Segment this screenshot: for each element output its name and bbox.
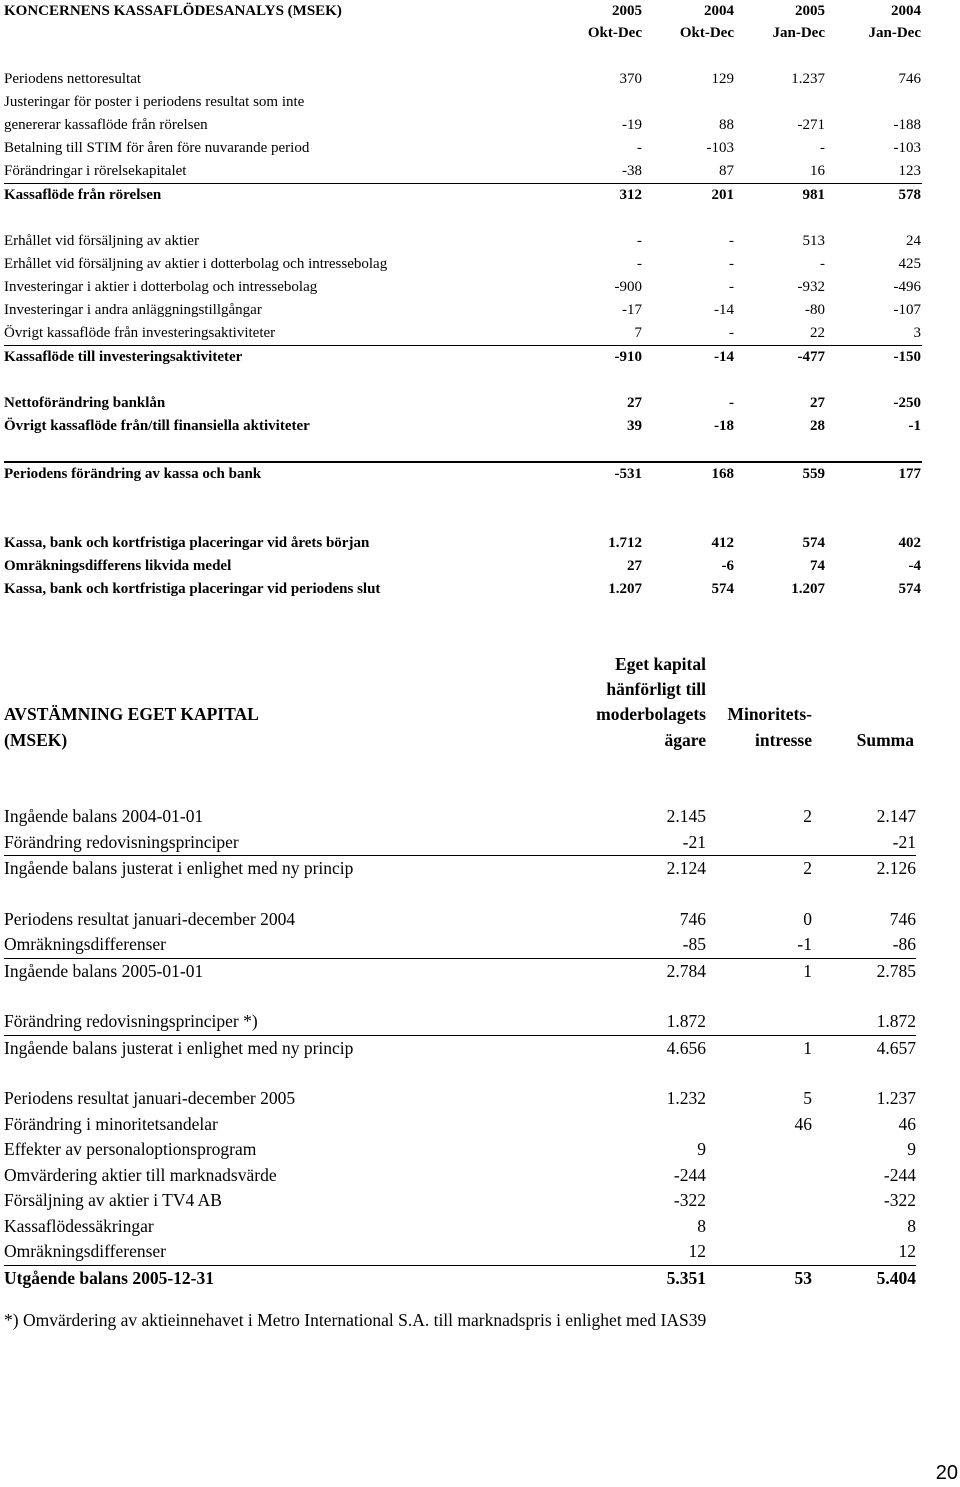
row-label: Kassaflöde till investeringsaktiviteter xyxy=(4,349,243,365)
row-label: Justeringar för poster i periodens resultat som inte xyxy=(4,94,305,110)
row-value: 27 xyxy=(810,395,825,411)
row-label: Förändring redovisningsprinciper *) xyxy=(4,1011,258,1031)
col-period: Okt-Dec xyxy=(587,25,642,41)
equity-col-owners: moderbolagets xyxy=(596,704,706,724)
cashflow-row xyxy=(4,184,922,207)
row-value: 1.207 xyxy=(608,581,642,597)
row-label: Kassaflödessäkringar xyxy=(4,1215,154,1236)
row-value: - xyxy=(729,325,734,341)
row-value: 9 xyxy=(697,1139,706,1159)
row-value: 3 xyxy=(913,325,921,341)
col-year: 2004 xyxy=(704,3,734,19)
row-value: 981 xyxy=(802,187,825,203)
row-value: 559 xyxy=(802,466,825,482)
row-label: Erhållet vid försäljning av aktier xyxy=(4,233,199,249)
row-value: 16 xyxy=(810,163,825,179)
equity-row xyxy=(4,830,916,857)
equity-title: AVSTÄMNING EGET KAPITAL xyxy=(4,704,259,724)
equity-row xyxy=(4,1214,916,1240)
equity-col-owners: hänförligt till xyxy=(606,679,706,699)
row-value: -21 xyxy=(892,831,916,852)
row-value: 1.872 xyxy=(666,1011,706,1031)
cashflow-row xyxy=(4,276,922,299)
row-value: -932 xyxy=(797,279,825,295)
page-number: 20 xyxy=(935,1462,958,1484)
row-value: 425 xyxy=(898,256,921,272)
equity-row xyxy=(4,1266,916,1292)
row-label: Förändringar i rörelsekapitalet xyxy=(4,163,187,179)
row-value: 2 xyxy=(803,858,812,878)
row-value: 574 xyxy=(898,581,921,597)
row-label: Periodens förändring av kassa och bank xyxy=(4,466,262,482)
row-value: 87 xyxy=(719,163,734,179)
row-value: 1 xyxy=(803,1037,812,1058)
row-value: -14 xyxy=(714,349,734,365)
row-value: -107 xyxy=(893,302,921,318)
row-label: genererar kassaflöde från rörelsen xyxy=(4,117,208,133)
equity-row xyxy=(4,1137,916,1163)
row-value: -271 xyxy=(797,117,825,133)
row-value: -250 xyxy=(893,395,921,411)
row-label: Utgående balans 2005-12-31 xyxy=(4,1267,215,1288)
cashflow-row xyxy=(4,114,922,137)
row-value: - xyxy=(729,256,734,272)
row-value: 5.404 xyxy=(876,1267,916,1288)
row-value: -322 xyxy=(883,1190,916,1210)
row-value: -188 xyxy=(893,117,921,133)
row-value: 88 xyxy=(719,117,734,133)
row-value: -322 xyxy=(673,1190,706,1210)
row-label: Periodens resultat januari-december 2004 xyxy=(4,908,296,929)
row-value: - xyxy=(729,233,734,249)
row-value: -21 xyxy=(682,831,706,852)
row-label: Förändring i minoritetsandelar xyxy=(4,1113,218,1134)
row-label: Övrigt kassaflöde från/till finansiella aktiviteter xyxy=(4,418,310,434)
cashflow-row xyxy=(4,160,922,184)
row-value: -19 xyxy=(622,117,642,133)
row-value: - xyxy=(637,233,642,249)
row-label: Övrigt kassaflöde från investeringsaktiviteter xyxy=(4,325,276,341)
equity-row xyxy=(4,1163,916,1189)
row-value: -1 xyxy=(797,934,812,954)
cashflow-row xyxy=(4,461,922,486)
footnote: *) Omvärdering av aktieinnehavet i Metro International S.A. till marknadspris i enlighet med IAS39 xyxy=(4,1310,707,1330)
row-value: 574 xyxy=(802,535,825,551)
row-value: -18 xyxy=(714,418,734,434)
row-value: -103 xyxy=(893,140,921,156)
row-value: -244 xyxy=(673,1164,706,1185)
row-label: Periodens resultat januari-december 2005 xyxy=(4,1088,296,1108)
row-value: - xyxy=(820,256,825,272)
row-value: 123 xyxy=(898,163,921,179)
row-value: 2.785 xyxy=(876,960,916,981)
row-value: -38 xyxy=(622,163,642,179)
row-label: Kassaflöde från rörelsen xyxy=(4,187,162,203)
row-label: Ingående balans justerat i enlighet med ny princip xyxy=(4,1037,354,1058)
equity-row xyxy=(4,907,916,933)
row-value: 574 xyxy=(711,581,734,597)
row-value: - xyxy=(729,395,734,411)
row-value: 746 xyxy=(898,71,921,87)
equity-row xyxy=(4,856,916,882)
cashflow-row xyxy=(4,299,922,322)
cashflow-row xyxy=(4,322,922,346)
equity-title-unit: (MSEK) xyxy=(4,730,68,750)
row-value: -244 xyxy=(883,1164,916,1185)
row-label: Omräkningsdifferens likvida medel xyxy=(4,558,232,574)
row-value: 22 xyxy=(810,325,825,341)
row-value: 12 xyxy=(688,1241,706,1261)
row-value: 402 xyxy=(898,535,921,551)
row-value: 370 xyxy=(619,71,642,87)
equity-col-minority: Minoritets- xyxy=(727,704,812,724)
row-label: Effekter av personaloptionsprogram xyxy=(4,1139,257,1159)
row-label: Investeringar i andra anläggningstillgångar xyxy=(4,302,262,318)
row-value: 177 xyxy=(898,466,921,482)
row-value: -477 xyxy=(797,349,825,365)
row-value: 2.145 xyxy=(666,806,706,826)
row-value: -910 xyxy=(614,349,642,365)
equity-row xyxy=(4,959,916,985)
cashflow-row xyxy=(4,392,922,415)
equity-row xyxy=(4,1009,916,1036)
equity-table xyxy=(4,652,916,1291)
equity-col-minority: intresse xyxy=(754,730,812,750)
row-value: 746 xyxy=(679,908,706,929)
equity-header xyxy=(4,652,916,772)
equity-row xyxy=(4,804,916,830)
row-value: -531 xyxy=(614,466,642,482)
row-value: -1 xyxy=(908,418,921,434)
cashflow-row xyxy=(4,415,922,438)
row-value: - xyxy=(637,256,642,272)
cashflow-title: KONCERNENS KASSAFLÖDESANALYS (MSEK) xyxy=(4,3,342,19)
row-value: 27 xyxy=(627,558,642,574)
row-value: 4.657 xyxy=(876,1037,916,1058)
row-value: 46 xyxy=(794,1113,812,1134)
row-value: 28 xyxy=(810,418,825,434)
row-value: 5.351 xyxy=(666,1267,706,1288)
cashflow-header xyxy=(4,0,922,48)
cashflow-row xyxy=(4,230,922,253)
row-label: Kassa, bank och kortfristiga placeringar vid årets början xyxy=(4,535,370,551)
col-year: 2005 xyxy=(795,3,825,19)
row-value: -4 xyxy=(908,558,921,574)
row-value: 2.126 xyxy=(876,858,916,878)
row-value: -80 xyxy=(805,302,825,318)
cashflow-row xyxy=(4,137,922,160)
row-label: Kassa, bank och kortfristiga placeringar vid periodens slut xyxy=(4,581,381,597)
row-value: 1.232 xyxy=(666,1088,706,1108)
row-value: 312 xyxy=(619,187,642,203)
equity-row xyxy=(4,932,916,959)
col-period: Jan-Dec xyxy=(772,25,825,41)
row-label: Erhållet vid försäljning av aktier i dotterbolag och intressebolag xyxy=(4,256,388,272)
row-value: -900 xyxy=(614,279,642,295)
row-value: 1.207 xyxy=(791,581,825,597)
col-year: 2005 xyxy=(612,3,642,19)
row-value: 1.237 xyxy=(791,71,825,87)
row-value: - xyxy=(637,140,642,156)
row-value: 4.656 xyxy=(666,1037,706,1058)
cashflow-row xyxy=(4,578,922,601)
equity-col-owners: ägare xyxy=(664,730,706,750)
cashflow-row xyxy=(4,346,922,369)
col-year: 2004 xyxy=(891,3,921,19)
equity-row xyxy=(4,1112,916,1138)
row-value: - xyxy=(820,140,825,156)
row-value: 74 xyxy=(810,558,825,574)
row-value: -496 xyxy=(893,279,921,295)
row-label: Omräkningsdifferenser xyxy=(4,934,166,954)
row-value: 46 xyxy=(898,1113,916,1134)
cashflow-table xyxy=(4,0,922,601)
row-value: 168 xyxy=(711,466,734,482)
row-value: 201 xyxy=(711,187,734,203)
equity-col-owners: Eget kapital xyxy=(615,654,706,674)
row-value: 1.872 xyxy=(876,1011,916,1031)
cashflow-row xyxy=(4,68,922,91)
row-value: -103 xyxy=(706,140,734,156)
row-value: 24 xyxy=(906,233,921,249)
cashflow-row xyxy=(4,555,922,578)
row-value: 2 xyxy=(803,806,812,826)
row-value: 129 xyxy=(711,71,734,87)
row-value: -14 xyxy=(714,302,734,318)
row-label: Nettoförändring banklån xyxy=(4,395,166,411)
row-label: Ingående balans 2004-01-01 xyxy=(4,806,204,826)
cashflow-row xyxy=(4,532,922,555)
row-label: Periodens nettoresultat xyxy=(4,71,142,87)
row-value: 578 xyxy=(898,187,921,203)
equity-row xyxy=(4,1086,916,1112)
row-label: Förändring redovisningsprinciper xyxy=(4,831,239,852)
row-value: -150 xyxy=(893,349,921,365)
row-value: -6 xyxy=(721,558,734,574)
row-value: 2.784 xyxy=(666,960,706,981)
equity-row xyxy=(4,1239,916,1266)
row-value: 7 xyxy=(634,325,642,341)
row-label: Omräkningsdifferenser xyxy=(4,1241,166,1261)
cashflow-rows xyxy=(4,68,922,601)
row-value: - xyxy=(729,279,734,295)
row-value: 1.237 xyxy=(876,1088,916,1108)
cashflow-row xyxy=(4,91,922,114)
cashflow-row xyxy=(4,253,922,276)
equity-col-sum: Summa xyxy=(856,730,914,750)
row-value: 746 xyxy=(889,908,916,929)
equity-row xyxy=(4,1036,916,1062)
row-value: 412 xyxy=(711,535,734,551)
row-label: Ingående balans justerat i enlighet med ny princip xyxy=(4,858,354,878)
row-value: 5 xyxy=(803,1088,812,1108)
row-value: 39 xyxy=(627,418,642,434)
row-value: 513 xyxy=(802,233,825,249)
row-value: 8 xyxy=(907,1215,916,1236)
row-value: 2.147 xyxy=(876,806,916,826)
row-label: Betalning till STIM för åren före nuvarande period xyxy=(4,140,310,156)
equity-rows xyxy=(4,804,916,1291)
equity-row xyxy=(4,1188,916,1214)
row-value: 1.712 xyxy=(608,535,642,551)
col-period: Okt-Dec xyxy=(679,25,734,41)
row-value: -85 xyxy=(682,934,706,954)
row-value: 8 xyxy=(697,1215,706,1236)
row-value: 9 xyxy=(907,1139,916,1159)
col-period: Jan-Dec xyxy=(868,25,921,41)
row-value: 27 xyxy=(627,395,642,411)
row-value: 12 xyxy=(898,1241,916,1261)
row-label: Omvärdering aktier till marknadsvärde xyxy=(4,1164,277,1185)
row-value: 1 xyxy=(803,960,812,981)
row-value: 2.124 xyxy=(666,858,706,878)
row-value: 0 xyxy=(803,908,812,929)
row-value: -17 xyxy=(622,302,642,318)
row-label: Försäljning av aktier i TV4 AB xyxy=(4,1190,222,1210)
row-label: Ingående balans 2005-01-01 xyxy=(4,960,204,981)
row-value: 53 xyxy=(794,1267,812,1288)
row-value: -86 xyxy=(892,934,916,954)
row-label: Investeringar i aktier i dotterbolag och intressebolag xyxy=(4,279,318,295)
